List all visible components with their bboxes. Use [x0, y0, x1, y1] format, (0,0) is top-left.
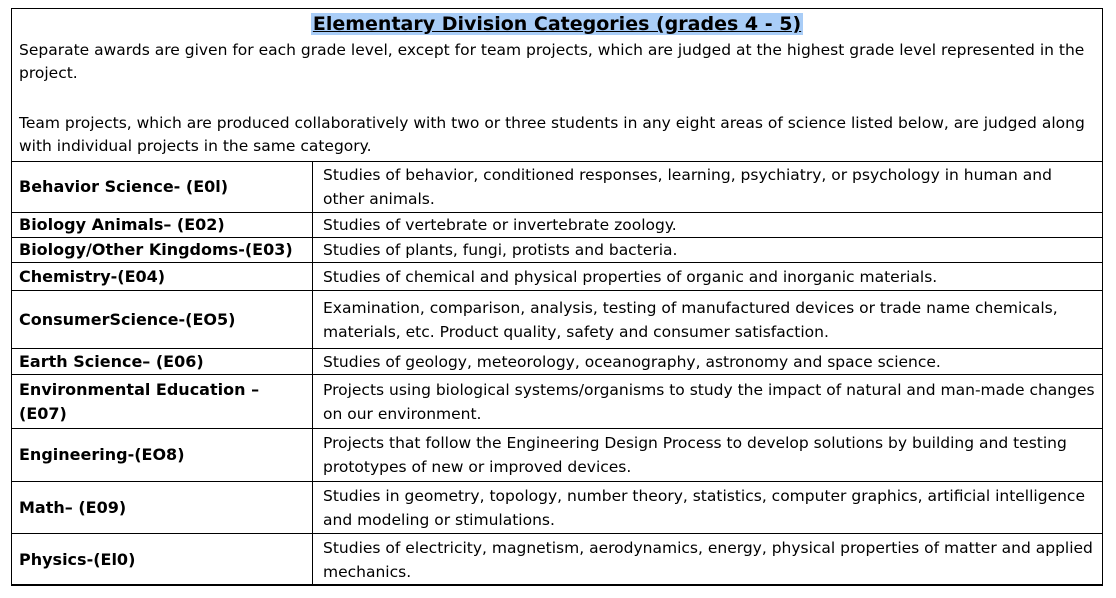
table-row [12, 349, 1103, 375]
category-name: Environmental Education – (E07) [12, 375, 313, 429]
category-description: Studies in geometry, topology, number theory, statistics, computer graphics, artificial intelligence and modeling or stimulations. [313, 482, 1103, 534]
page-title: Elementary Division Categories (grades 4 - 5) [312, 13, 802, 35]
table-row [12, 162, 1103, 213]
category-description: Studies of electricity, magnetism, aerodynamics, energy, physical properties of matter and applied mechanics. [313, 534, 1103, 586]
category-name: Chemistry-(E04) [12, 263, 313, 291]
category-name: Biology/Other Kingdoms-(E03) [12, 238, 313, 263]
category-description: Studies of geology, meteorology, oceanography, astronomy and space science. [313, 349, 1103, 375]
category-description: Studies of plants, fungi, protists and bacteria. [313, 238, 1103, 263]
table-row [12, 534, 1103, 586]
category-name: Math– (E09) [12, 482, 313, 534]
categories-table [11, 161, 1103, 586]
table-row [12, 263, 1103, 291]
category-description: Examination, comparison, analysis, testing of manufactured devices or trade name chemicals, materials, etc. Product quality, safety and consumer satisfaction. [313, 291, 1103, 349]
category-description: Studies of vertebrate or invertebrate zoology. [313, 213, 1103, 238]
category-description: Projects that follow the Engineering Design Process to develop solutions by building and testing prototypes of new or improved devices. [313, 429, 1103, 482]
table-row [12, 238, 1103, 263]
category-name: ConsumerScience-(EO5) [12, 291, 313, 349]
category-name: Biology Animals– (E02) [12, 213, 313, 238]
title-row [12, 9, 1102, 39]
category-name: Engineering-(EO8) [12, 429, 313, 482]
document [11, 8, 1103, 585]
table-row [12, 429, 1103, 482]
category-description: Projects using biological systems/organisms to study the impact of natural and man-made changes on our environment. [313, 375, 1103, 429]
category-name: Earth Science– (E06) [12, 349, 313, 375]
intro-paragraph-1: Separate awards are given for each grade level, except for team projects, which are judged at the highest grade level represented in the project. [19, 41, 1085, 82]
table-row [12, 291, 1103, 349]
intro-paragraph-2: Team projects, which are produced collaboratively with two or three students in any eight areas of science listed below, are judged along with individual projects in the same category. [19, 114, 1085, 155]
table-row [12, 375, 1103, 429]
table-row [12, 213, 1103, 238]
category-name: Physics-(El0) [12, 534, 313, 586]
category-description: Studies of chemical and physical properties of organic and inorganic materials. [313, 263, 1103, 291]
table-row [12, 482, 1103, 534]
category-name: Behavior Science- (E0l) [12, 162, 313, 213]
category-description: Studies of behavior, conditioned responses, learning, psychiatry, or psychology in human and other animals. [313, 162, 1103, 213]
